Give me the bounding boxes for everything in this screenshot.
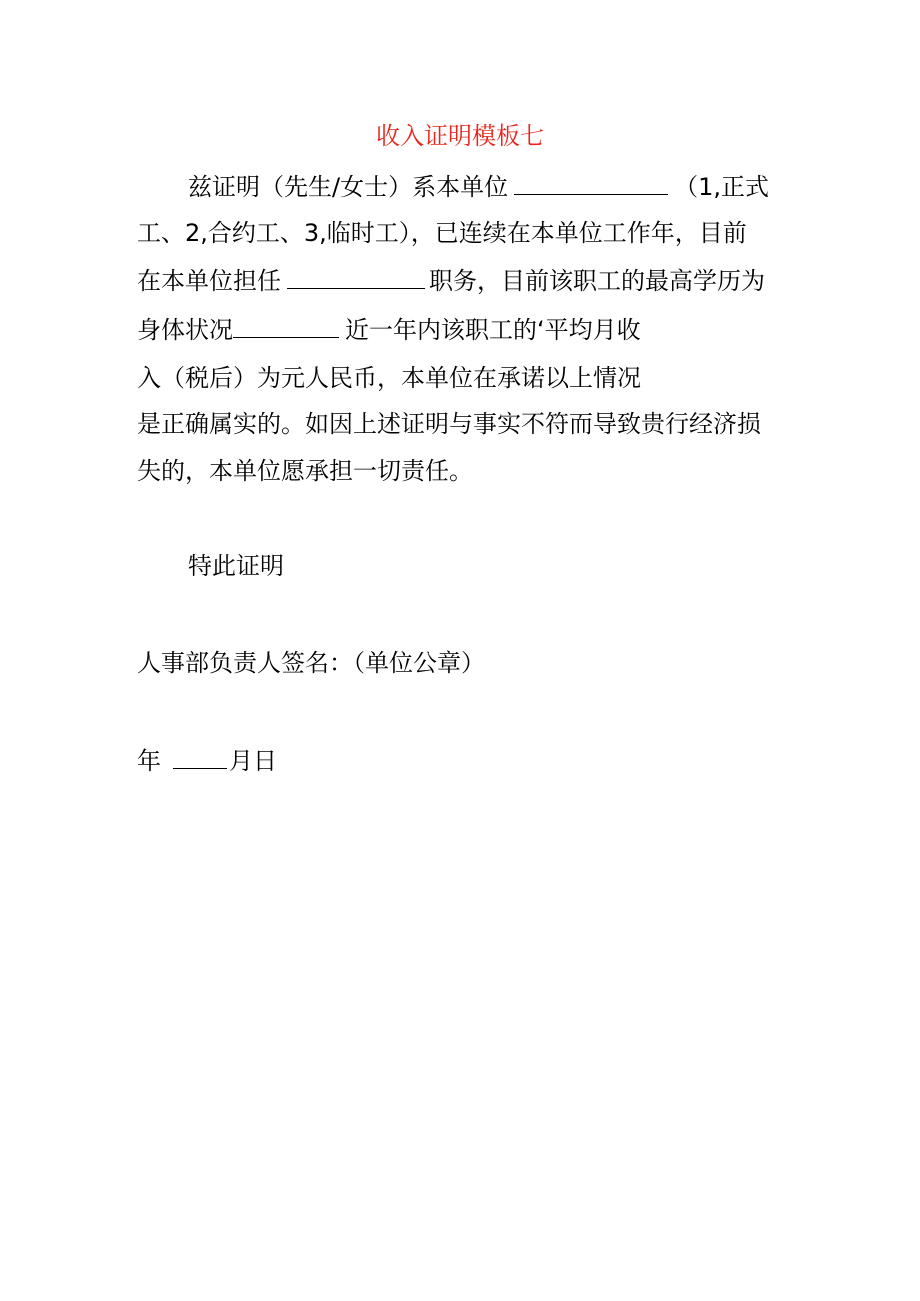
date-monthday: 月日: [229, 747, 277, 775]
line4-text-a: 身体状况: [137, 316, 233, 344]
line5-text: 入（税后）为元人民币，本单位在承诺以上情况: [137, 364, 641, 392]
paragraph-line-6: [137, 408, 761, 440]
line3-text-b: 职务，目前该职工的最高学历为: [429, 267, 765, 295]
name-blank[interactable]: [514, 170, 668, 195]
document-title: 收入证明模板七: [376, 122, 544, 150]
line6-text: 是正确属实的。如因上述证明与事实不符而导致贵行经济损: [137, 410, 761, 438]
line4-text-b: 近一年内该职工的‘平均月收: [345, 316, 641, 344]
line3-text-a: 在本单位担任: [137, 267, 281, 295]
date-year: 年: [137, 747, 161, 775]
paragraph-line-2: [137, 217, 747, 249]
signature-label: 人事部负责人签名：（单位公章）: [137, 649, 485, 677]
paragraph-line-3: [137, 264, 765, 297]
line7-text: 失的，本单位愿承担一切责任。: [137, 457, 473, 485]
date-line: [137, 744, 277, 777]
paragraph-line-1: [188, 170, 769, 203]
health-blank[interactable]: [233, 313, 339, 338]
paragraph-line-7: [137, 455, 473, 487]
paragraph-line-5: [137, 362, 641, 394]
closing-text: [188, 550, 284, 582]
line2-text: 工、2,合约工、3,临时工），已连续在本单位工作年，目前: [137, 219, 747, 247]
line1-text-b: （1,正式: [674, 173, 769, 201]
signature-line: [137, 647, 485, 679]
date-blank[interactable]: [173, 744, 227, 769]
paragraph-line-4: [137, 313, 641, 346]
line1-text-a: 兹证明（先生/女士）系本单位: [188, 173, 509, 201]
closing-label: 特此证明: [188, 552, 284, 580]
position-blank[interactable]: [287, 264, 425, 289]
